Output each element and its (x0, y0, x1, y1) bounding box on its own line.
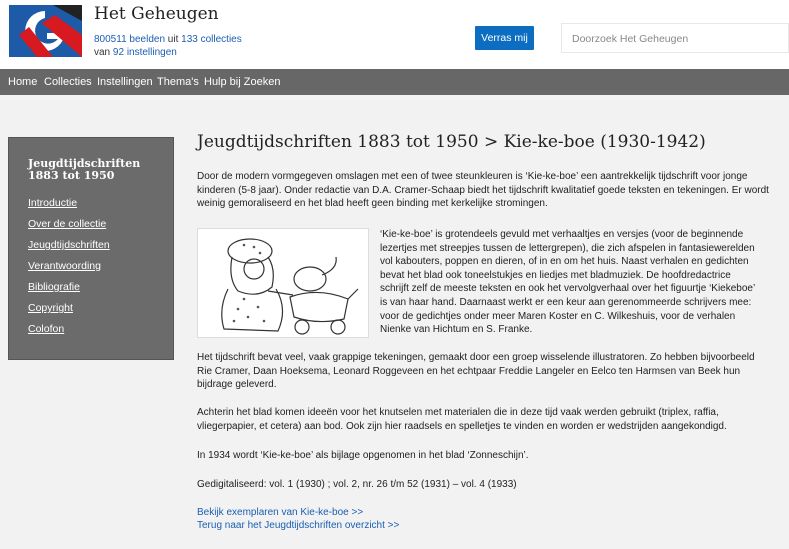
view-copies-link[interactable]: Bekijk exemplaren van Kie-ke-boe >> (197, 507, 364, 518)
verras-mij-button[interactable]: Verras mij (475, 26, 534, 50)
site-header (0, 0, 789, 69)
sidebar-item-jeugdtijdschriften[interactable]: Jeugdtijdschriften (28, 239, 110, 251)
het-geheugen-logo[interactable] (9, 5, 82, 57)
sidebar-item-verantwoording[interactable]: Verantwoording (28, 260, 101, 272)
sidebar-item-over-de-collectie[interactable]: Over de collectie (28, 218, 107, 230)
sidebar (8, 137, 174, 360)
intro-paragraph: Door de modern vormgegeven omslagen met een of twee steunkleuren is ‘Kie-ke-boe’ een aantrekkelijk tijdschrift voor jonge kinderen (5-8 jaar). Onder redactie van D.A. Cramer-Schaap biedt het tijdschrift kwalitatief goede teksten en tekeningen. Er wordt weinig gemoraliseerd en het blad heeft geen binding met kerkelijke stromingen. (197, 171, 769, 210)
sidebar-item-colofon[interactable]: Colofon (28, 323, 65, 335)
sidebar-title[interactable]: Jeugdtijdschriften 1883 tot 1950 (28, 157, 141, 182)
uit-text: uit (167, 34, 179, 45)
digitized-paragraph: Gedigitaliseerd: vol. 1 (1930) ; vol. 2, nr. 26 t/m 52 (1931) – vol. 4 (1933) (197, 479, 517, 490)
main-nav (0, 69, 789, 95)
collecties-count: 133 (181, 34, 198, 45)
sidebar-item-copyright[interactable]: Copyright (28, 302, 73, 314)
sidebar-item-bibliografie[interactable]: Bibliografie (28, 281, 80, 293)
nav-item-instellingen[interactable]: Instellingen (97, 76, 153, 88)
collection-stats (94, 33, 242, 59)
van-text: van (94, 47, 111, 58)
kie-ke-boe-illustration (197, 228, 369, 338)
content-paragraph: ‘Kie-ke-boe’ is grotendeels gevuld met verhaaltjes en versjes (voor de beginnende lezertjes met streepjes tussen de lettergrepen), die zich afspelen in fantasiewerelden vol kabouters, poppen en dieren, of in en om het huis. Naast verhalen en gedichten bevat het blad ook toneelstukjes en liedjes met bladmuziek. De hoofdredactrice schrijft zelf de meeste teksten en ook het vervolgverhaal over het figuurtje ‘Kiekeboe’ is van haar hand. Daarnaast werkt er een keur aan gerenommeerde schrijvers mee: voor de gedichtjes onder meer Maren Koster en C. Wilkeshuis, voor de verhalen Nienke van Hichtum en S. Franke. (380, 229, 755, 336)
page-title: Jeugdtijdschriften 1883 tot 1950 > Kie-ke-boe (1930-1942) (197, 132, 706, 152)
beelden-count: 800511 (94, 34, 127, 45)
site-title[interactable]: Het Geheugen (94, 4, 219, 24)
instellingen-count: 92 (112, 47, 125, 58)
search-input[interactable]: Doorzoek Het Geheugen (561, 23, 789, 53)
sidebar-item-introductie[interactable]: Introductie (28, 197, 78, 209)
crafts-paragraph: Achterin het blad komen ideeën voor het knutselen met materialen die in deze tijd vaak werden gebruikt (triplex, raffia, vliegerpapier, et cetera) aan bod. Ook zijn hier raadsels en spelletjes te vinden en worden er wedstrijden aangekondigd. (197, 407, 727, 432)
nav-item-themas[interactable]: Thema's (157, 76, 199, 88)
instellingen-link[interactable]: instellingen (126, 47, 177, 58)
nav-item-home[interactable]: Home (8, 76, 38, 88)
collecties-link[interactable]: collecties (200, 34, 242, 45)
beelden-link[interactable]: beelden (129, 34, 166, 45)
nav-item-collecties[interactable]: Collecties (44, 76, 92, 88)
back-to-overview-link[interactable]: Terug naar het Jeugdtijdschriften overzicht >> (197, 520, 400, 531)
nav-item-hulp-bij-zoeken[interactable]: Hulp bij Zoeken (204, 76, 281, 88)
zonneschijn-paragraph: In 1934 wordt ‘Kie-ke-boe’ als bijlage opgenomen in het blad ‘Zonneschijn’. (197, 450, 529, 461)
illustrators-paragraph: Het tijdschrift bevat veel, vaak grappige tekeningen, gemaakt door een groep wisselende illustratoren. Zo hebben bijvoorbeeld Rie Cramer, Daan Hoeksema, Leonard Roggeveen en het echtpaar Freddie Langeler en Eelco ten Harmsen van Beek hun bijdrage geleverd. (197, 352, 755, 391)
